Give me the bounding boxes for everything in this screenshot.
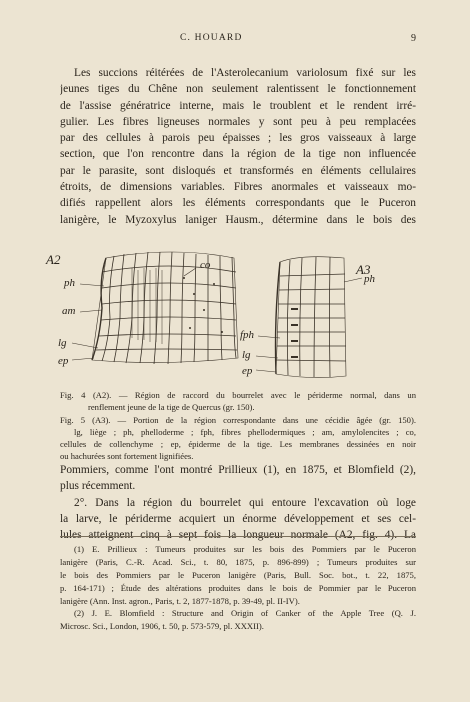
text-line: section, que l'on rencontre dans la région de la tige non influencée (60, 148, 416, 161)
figure-label-fph: fph (240, 329, 255, 341)
caption-line: lg, liège ; ph, phelloderme ; fph, fibres phellodermiques ; am, amylolencites ; co, (74, 426, 416, 437)
caption-line: Fig. 5 (A3). — Portion de la région correspondante dans une cécidie âgée (gr. 150). (60, 414, 416, 425)
histology-figure (44, 248, 430, 384)
footnote-line: lanigère (Ann. Inst. agron., Paris, t. 2, 1877-1878, p. 39-49, pl. II-IV). (60, 595, 300, 606)
figure-label-ep-right: ep (242, 365, 253, 377)
figure-label-ep: ep (58, 355, 69, 367)
text-line: Pommiers, comme l'ont montré Prillieux (1), en 1875, et Blomfield (2), (60, 464, 416, 476)
text-line: de l'assise génératrice interne, mais le troublent et le rendent irré- (60, 99, 416, 112)
figure-label-a2: A2 (46, 252, 61, 267)
text-line: 2°. Dans la région du bourrelet qui entoure l'excavation où loge (74, 496, 416, 509)
running-title: C. HOUARD (180, 33, 243, 43)
footnote-line: lanigère (Paris, C.-R. Acad. Sci., t. 80, 1875, p. 896-899) ; Tumeurs produites sur (60, 556, 416, 567)
text-line: lanigère, le Myzoxylus laniger Hausm., détermine dans le bois des (60, 213, 416, 226)
figure-label-ph: ph (64, 277, 75, 289)
figure-label-ph-right: ph (364, 273, 375, 285)
footnote-separator (60, 536, 416, 537)
footnote-line: Microsc. Sci., London, 1906, t. 50, p. 573-579, pl. XXXII). (60, 621, 264, 632)
footnote-line: le bois des Pommiers par le Puceron lanigère (Paris, Bull. Soc. bot., t. 22, 1875, (60, 569, 416, 580)
figure-label-co: co (200, 259, 211, 271)
text-line: par le parasite, sont disloqués et transformés en éléments cellulaires (60, 164, 416, 177)
text-line: par des cellules à parois peu épaisses ; les gros vaisseaux à large (60, 132, 416, 145)
text-line: gulier. Les fibres ligneuses normales y sont peu à peu remplacées (60, 115, 416, 128)
text-line: plus récemment. (60, 480, 136, 493)
footnote-line: (1) E. Prillieux : Tumeurs produites sur les bois des Pommiers par le Puceron (74, 544, 416, 554)
paragraph-2 (60, 462, 416, 543)
figure-label-lg: lg (58, 337, 67, 349)
paragraph-1 (60, 65, 416, 228)
text-line: Les succions réitérées de l'Asterolecanium variolosum fixé sur les (74, 67, 416, 79)
page-header (60, 33, 416, 47)
figure-caption (60, 389, 416, 463)
text-line: la larve, le périderme acquiert un énorme développement et ses cel- (60, 512, 416, 525)
figure-label-lg-right: lg (242, 349, 251, 361)
text-line: étroits, de dimensions variables. Fibres anormales et vaisseaux mo- (60, 181, 416, 194)
figure-label-a3: A3 (356, 262, 371, 277)
text-line: difiés rappellent alors les éléments correspondants que le Puceron (60, 197, 416, 210)
caption-line: Fig. 4 (A2). — Région de raccord du bourrelet avec le périderme normal, dans un (60, 390, 416, 400)
caption-line: cellules de collenchyme ; ep, épiderme de la tige. Les membranes dessinées en noir (60, 439, 416, 450)
footnote-line: (2) J. E. Blomfield : Structure and Origin of Canker of the Apple Tree (Q. J. (74, 608, 416, 619)
figure-label-am: am (62, 305, 76, 317)
page-number: 9 (411, 33, 416, 44)
footnotes (60, 543, 416, 633)
caption-line: renflement jeune de la tige de Quercus (gr. 150). (88, 402, 255, 413)
caption-line: ou hachurées sont fortement lignifiées. (60, 451, 194, 462)
text-line: jeunes tiges du Chêne non seulement ralentissent le fonctionnement (60, 83, 416, 96)
footnote-line: p. 164-171) ; Étude des altérations produites dans le bois de Pommier par le Puceron (60, 582, 416, 593)
